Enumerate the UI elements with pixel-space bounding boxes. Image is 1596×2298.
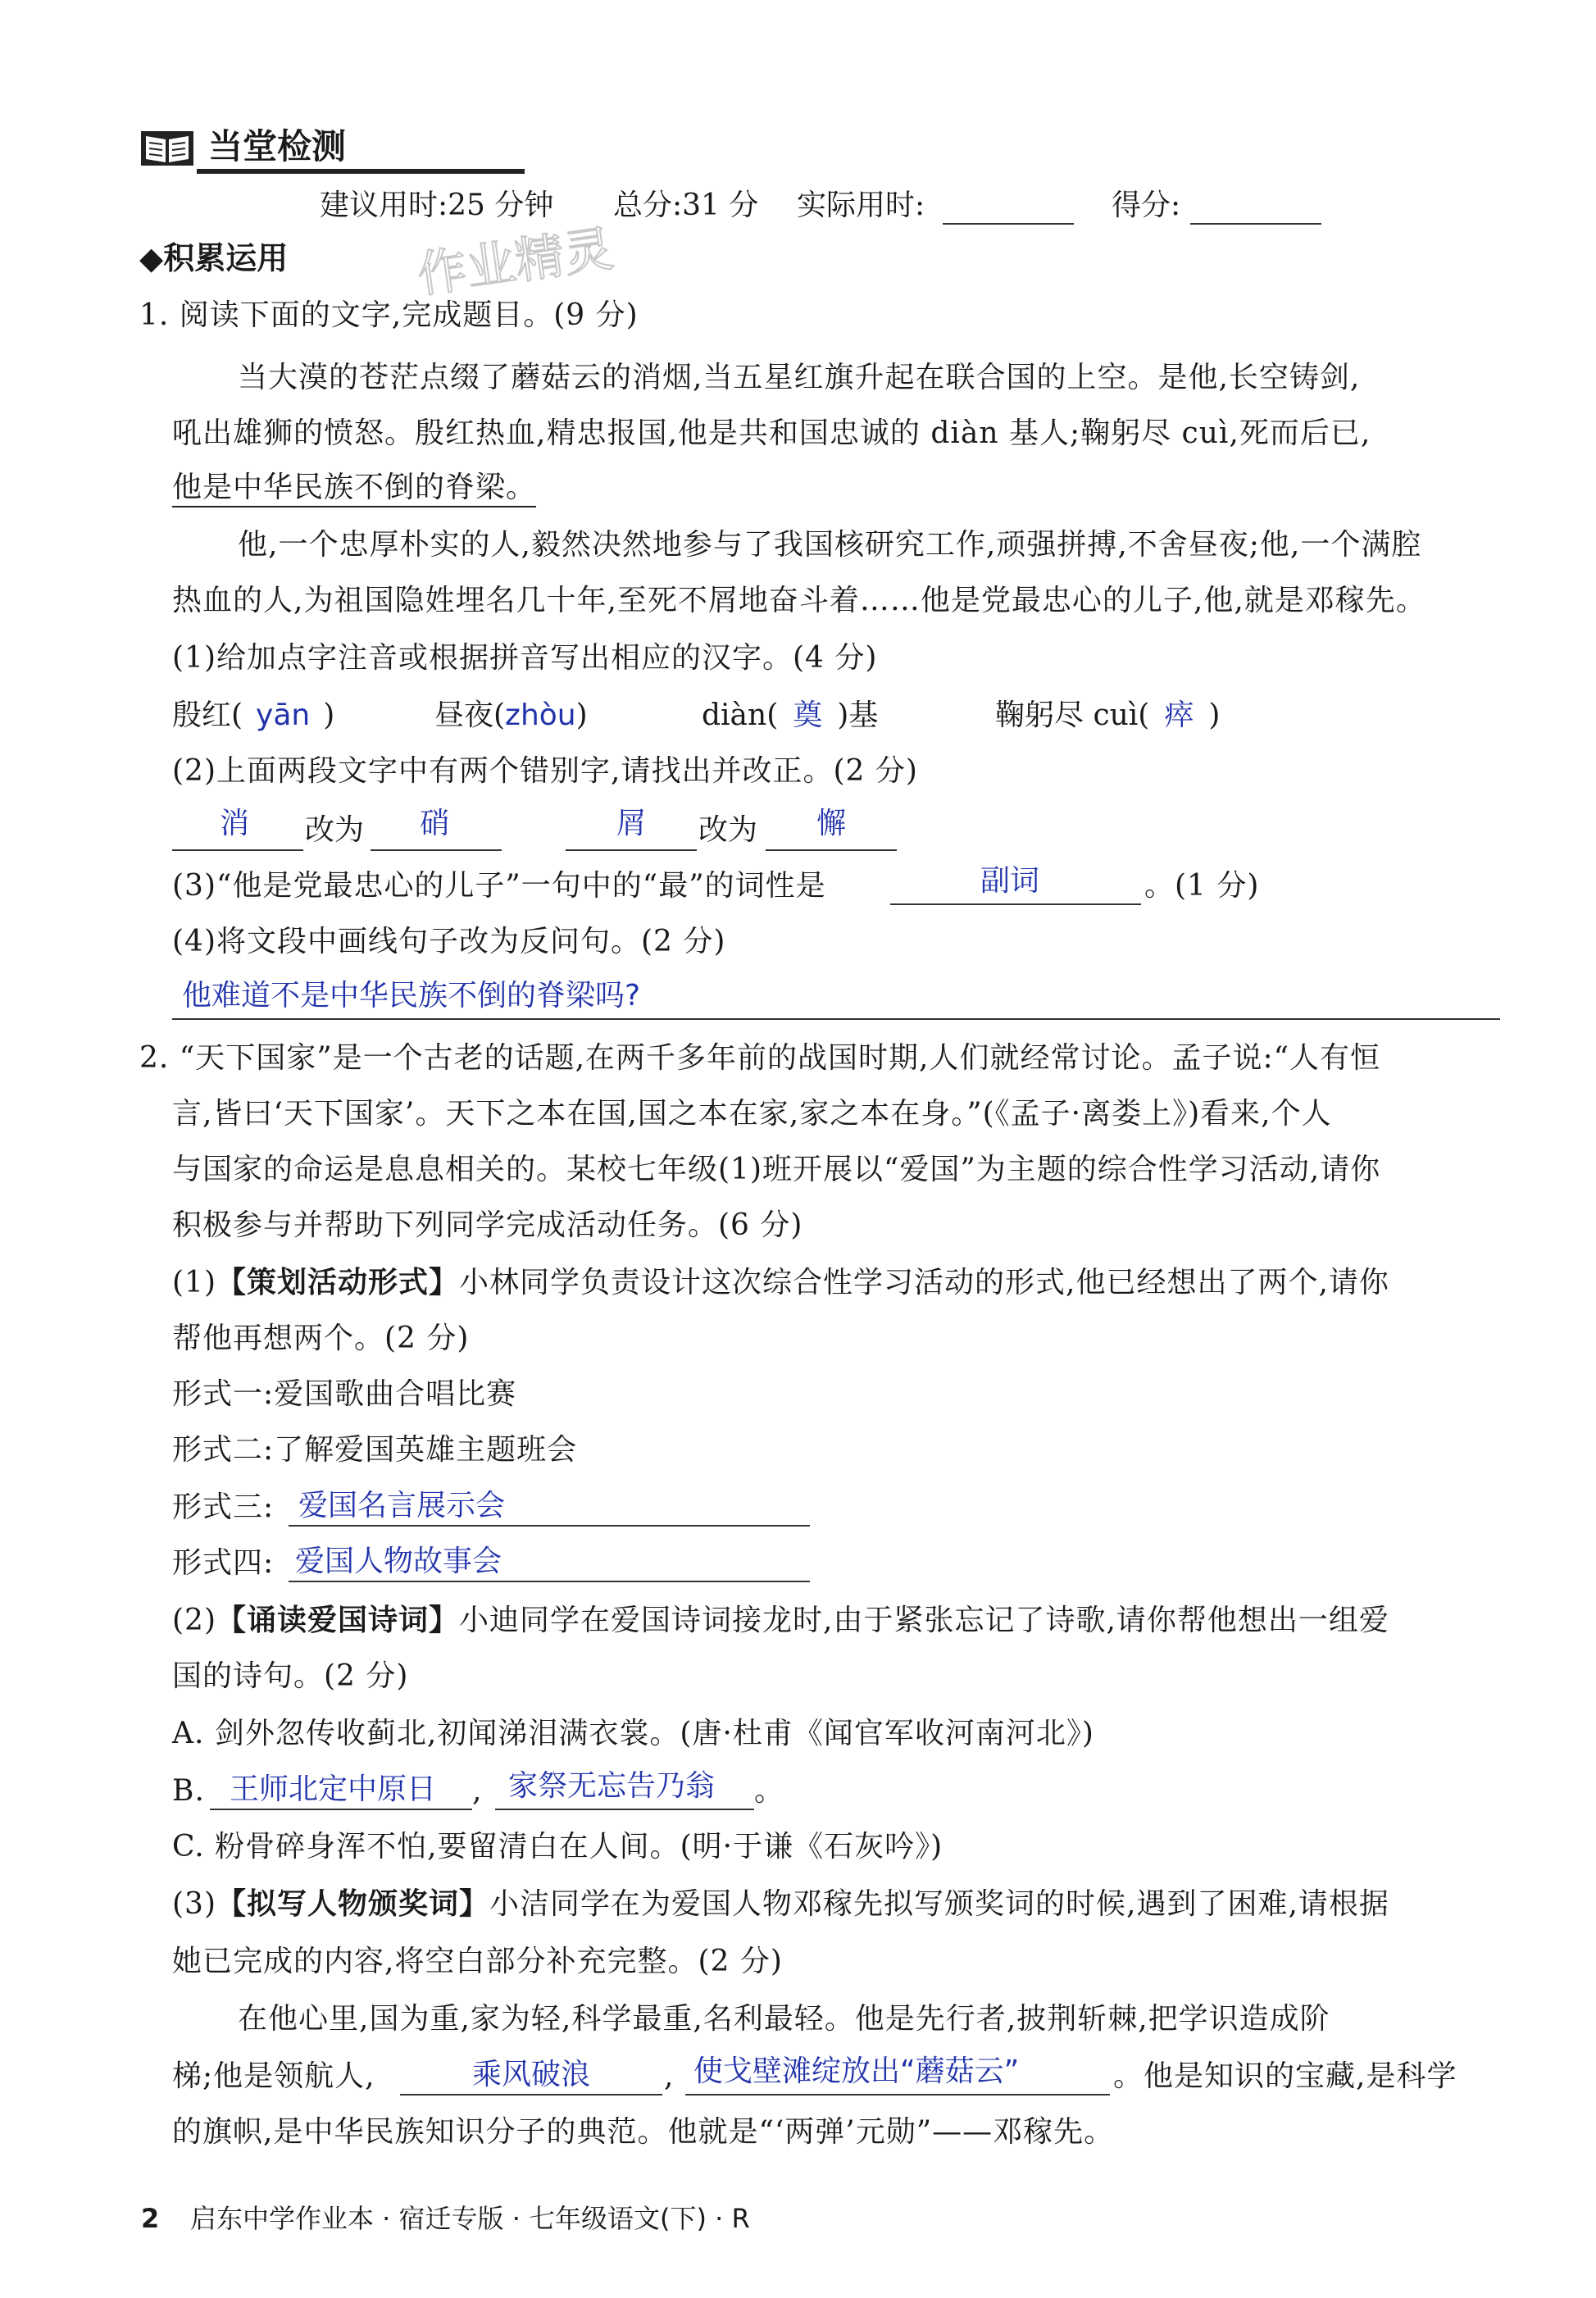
award-comma: , — [664, 2059, 675, 2093]
tag-award-speech: 【拟写人物颁奖词】 — [216, 1887, 490, 1921]
award-line1: 在他心里,国为重,家为轻,科学最重,名利最轻。他是先行者,披荆斩棘,把学识造成阶 — [238, 2002, 1330, 2036]
footer-text: 启东中学作业本 · 宿迁专版 · 七年级语文(下) · R — [190, 2203, 750, 2234]
change-to-2: 改为 — [698, 813, 758, 847]
section-header — [139, 123, 385, 172]
sub1-item-a: 殷红( yān ) — [172, 699, 335, 732]
title-underline — [197, 169, 525, 174]
q1-para1-line2: 吼出雄狮的愤怒。殷红热血,精忠报国,他是共和国忠诚的 diàn 基人;鞠躬尽 cuì,死而后已, — [172, 416, 1371, 450]
form-2: 形式二:了解爱国英雄主题班会 — [172, 1433, 578, 1467]
answer-cui[interactable]: 瘁 — [1164, 699, 1194, 732]
actual-time-label: 实际用时: — [797, 189, 925, 222]
section-title: 当堂检测 — [208, 126, 347, 166]
q2-line2: 言,皆曰‘天下国家’。天下之本在国,国之本在家,家之本在身。”(《孟子·离娄上》)看来,个人 — [172, 1097, 1332, 1131]
sub1-item-c: diàn( 奠 )基 — [702, 699, 879, 732]
award-line2-suffix: 。他是知识的宝藏,是科学 — [1113, 2059, 1457, 2093]
award-answer-1[interactable]: 乘风破浪 — [472, 2058, 591, 2091]
form-4-answer[interactable]: 爱国人物故事会 — [295, 1545, 502, 1578]
change-to-1: 改为 — [305, 813, 365, 847]
page-number: 2 — [141, 2203, 160, 2234]
right-char-1[interactable]: 硝 — [420, 807, 450, 840]
score-label: 得分: — [1112, 189, 1181, 222]
q2-s3-line1: (3)【拟写人物颁奖词】小洁同学在为爱国人物邓稼先拟写颁奖词的时候,遇到了困难,请根据 — [172, 1887, 1389, 1921]
sub3-answer[interactable]: 副词 — [980, 864, 1040, 898]
q2-line3: 与国家的命运是息息相关的。某校七年级(1)班开展以“爱国”为主题的综合性学习活动,请你 — [172, 1153, 1381, 1186]
award-blank-1 — [400, 2094, 662, 2096]
answer-zhou[interactable]: zhòu — [505, 699, 576, 732]
suggest-time: 建议用时:25 分钟 — [320, 189, 554, 222]
blank-right-1 — [371, 849, 502, 851]
q2-s2-line1: (2)【诵读爱国诗词】小迪同学在爱国诗词接龙时,由于紧张忘记了诗歌,请你帮他想出一组爱 — [172, 1604, 1389, 1637]
book-icon — [139, 128, 195, 169]
total-score: 总分:31 分 — [613, 189, 759, 222]
section-accumulate: ◆积累运用 — [139, 240, 289, 276]
q2-s2-line2: 国的诗句。(2 分) — [172, 1659, 409, 1693]
option-b-comma: , — [472, 1774, 483, 1808]
option-b-answer-2[interactable]: 家祭无忘告乃翁 — [508, 1769, 716, 1803]
form-3-blank — [289, 1525, 810, 1527]
q1-para2-line1: 他,一个忠厚朴实的人,毅然决然地参与了我国核研究工作,顽强拼搏,不舍昼夜;他,一个满腔 — [238, 528, 1422, 562]
option-a: A. 剑外忽传收蓟北,初闻涕泪满衣裳。(唐·杜甫《闻官军收河南河北》) — [172, 1717, 1094, 1750]
blank-wrong-1 — [172, 849, 303, 851]
wrong-char-2[interactable]: 屑 — [616, 807, 647, 840]
sub4-answer[interactable]: 他难道不是中华民族不倒的脊梁吗? — [182, 979, 641, 1012]
answer-dian[interactable]: 奠 — [793, 699, 823, 732]
q1-para2-line2: 热血的人,为祖国隐姓埋名几十年,至死不屑地奋斗着……他是党最忠心的儿子,他,就是邓稼先。 — [172, 584, 1426, 617]
q2-s1-line2: 帮他再想两个。(2 分) — [172, 1322, 470, 1355]
option-b-end: 。 — [754, 1774, 785, 1808]
watermark: 作业精灵 — [413, 220, 617, 305]
q1-sub3-suffix: 。(1 分) — [1144, 869, 1260, 903]
blank-right-2 — [766, 849, 897, 851]
award-blank-2 — [685, 2094, 1110, 2096]
form-4-label: 形式四: — [172, 1546, 275, 1580]
form-3-answer[interactable]: 爱国名言展示会 — [298, 1489, 506, 1522]
q1-sub2: (2)上面两段文字中有两个错别字,请找出并改正。(2 分) — [172, 754, 918, 788]
form-4-blank — [289, 1581, 810, 1582]
award-line2-prefix: 梯;他是领航人, — [172, 2059, 375, 2093]
form-3-label: 形式三: — [172, 1490, 275, 1524]
blank-wrong-2 — [566, 849, 697, 851]
option-b-blank-1 — [210, 1809, 472, 1810]
sub1-item-b: 昼夜(zhòu) — [434, 699, 588, 732]
score-blank[interactable] — [1190, 223, 1321, 225]
option-c: C. 粉骨碎身浑不怕,要留清白在人间。(明·于谦《石灰吟》) — [172, 1830, 944, 1863]
award-answer-2[interactable]: 使戈壁滩绽放出“蘑菇云” — [693, 2055, 1020, 2088]
right-char-2[interactable]: 懈 — [816, 807, 847, 840]
q1-sub1: (1)给加点字注音或根据拼音写出相应的汉字。(4 分) — [172, 641, 878, 675]
award-line3: 的旗帜,是中华民族知识分子的典范。他就是“‘两弹’元勋”——邓稼先。 — [172, 2115, 1115, 2149]
q2-s1-line1: (1)【策划活动形式】小林同学负责设计这次综合性学习活动的形式,他已经想出了两个,请你 — [172, 1266, 1389, 1299]
answer-yan[interactable]: yān — [256, 699, 311, 732]
tag-plan-activity: 【策划活动形式】 — [216, 1266, 460, 1299]
option-b-label: B. — [172, 1774, 205, 1808]
q2-line1: 2. “天下国家”是一个古老的话题,在两千多年前的战国时期,人们就经常讨论。孟子说:“人有恒 — [139, 1041, 1381, 1075]
q1-title: 1. 阅读下面的文字,完成题目。(9 分) — [139, 298, 639, 332]
sub1-item-d: 鞠躬尽 cuì( 瘁 ) — [995, 699, 1221, 732]
wrong-char-1[interactable]: 消 — [220, 807, 250, 840]
sub3-blank — [890, 903, 1141, 905]
option-b-answer-1[interactable]: 王师北定中原日 — [230, 1772, 437, 1806]
q1-para1-line1: 当大漠的苍茫点缀了蘑菇云的消烟,当五星红旗升起在联合国的上空。是他,长空铸剑, — [238, 361, 1361, 394]
option-b-blank-2 — [495, 1809, 754, 1810]
q1-sub4: (4)将文段中画线句子改为反问句。(2 分) — [172, 925, 726, 958]
underlined-sentence: 他是中华民族不倒的脊梁。 — [172, 471, 536, 507]
q1-para1-line3 — [172, 467, 536, 508]
q2-s3-line2: 她已完成的内容,将空白部分补充完整。(2 分) — [172, 1945, 783, 1978]
q2-line4: 积极参与并帮助下列同学完成活动任务。(6 分) — [172, 1208, 803, 1242]
actual-time-blank[interactable] — [943, 223, 1074, 225]
sub4-blank — [172, 1018, 1500, 1020]
tag-recite-poem: 【诵读爱国诗词】 — [216, 1604, 460, 1637]
form-1: 形式一:爱国歌曲合唱比赛 — [172, 1377, 517, 1411]
q1-sub3-prefix: (3)“他是党最忠心的儿子”一句中的“最”的词性是 — [172, 869, 826, 903]
